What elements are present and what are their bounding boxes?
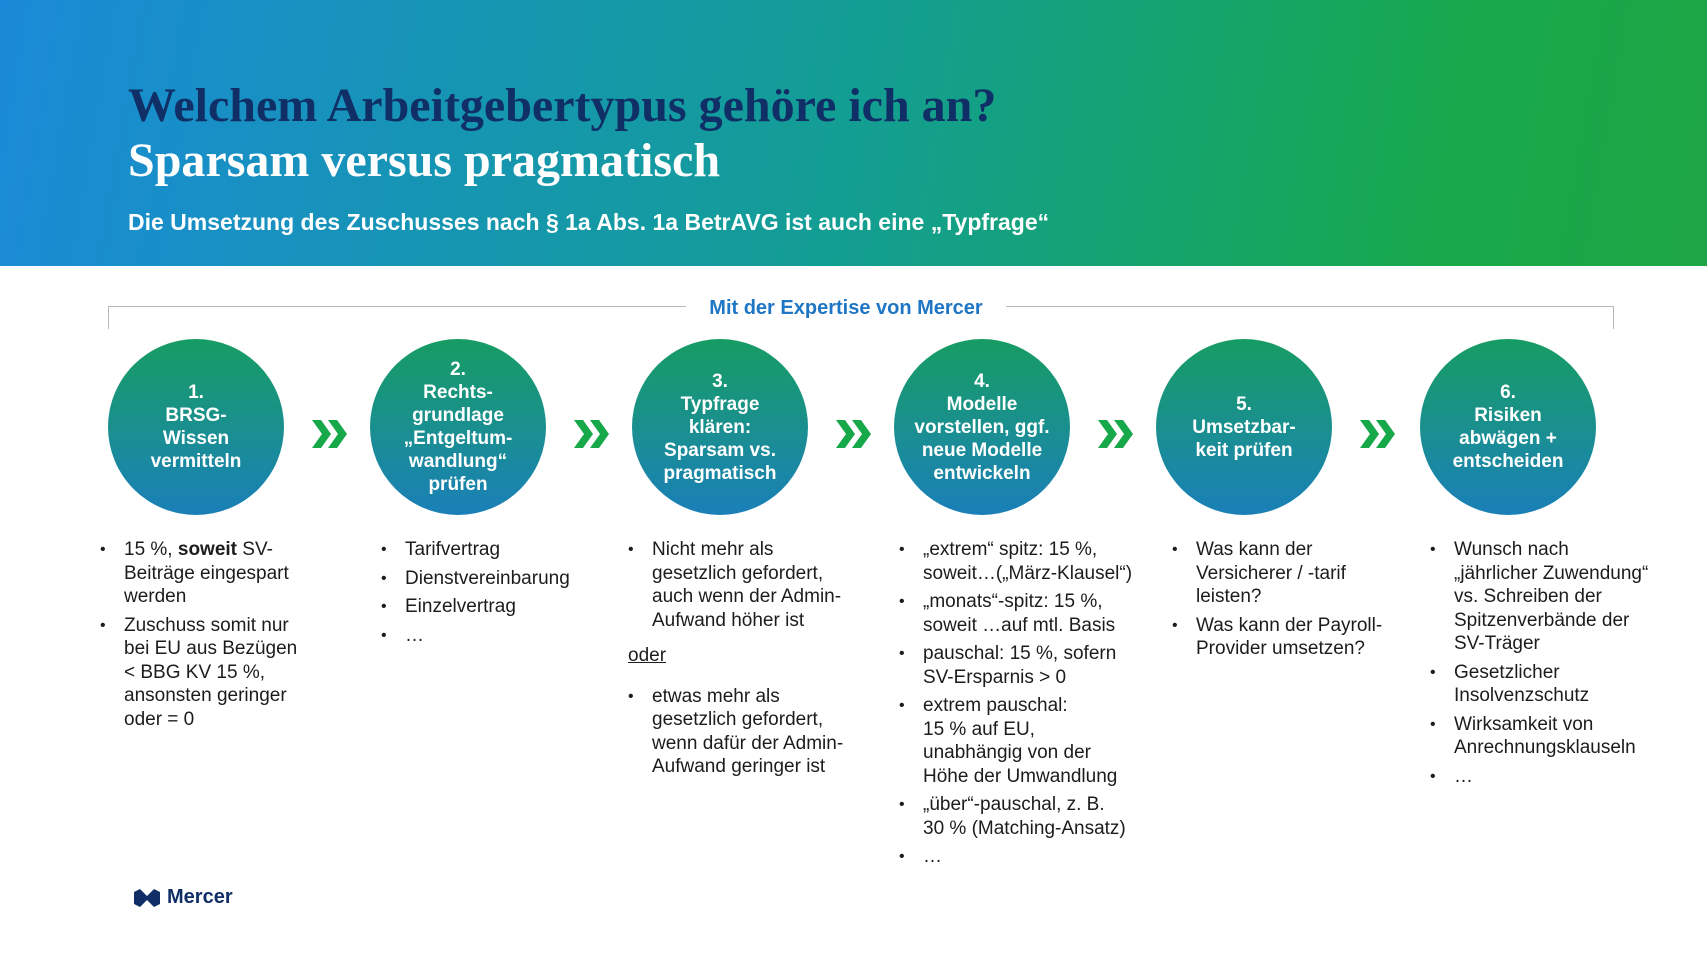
step-4-details (899, 538, 1149, 874)
list-item: • … (381, 624, 611, 648)
logo-text: Mercer (167, 886, 233, 908)
double-chevron-icon (1096, 418, 1136, 450)
step-label-1: 1. BRSG- Wissen vermitteln (150, 382, 242, 472)
list-item: • … (1430, 765, 1692, 789)
step-label-6: 6. Risiken abwägen + entscheiden (1452, 382, 1564, 472)
step-label-2: 2. Rechts- grundlage „Entgeltum- wandlung“ prüfen (403, 359, 513, 495)
list-item: • 15 %, soweit SV- Beiträge eingespart werden (100, 538, 330, 609)
double-chevron-icon (1358, 418, 1398, 450)
list-item: • „monats“-spitz: 15 %, soweit …auf mtl. Basis (899, 590, 1149, 637)
step-label-3: 3. Typfrage klären: Sparsam vs. pragmatisch (663, 370, 777, 484)
step-circle-6 (1420, 339, 1596, 515)
list-item: • Dienstvereinbarung (381, 567, 611, 591)
step-circle-1 (108, 339, 284, 515)
oder-divider: oder (628, 645, 667, 666)
double-chevron-icon (834, 418, 874, 450)
step-circle-5 (1156, 339, 1332, 515)
list-item: • Wunsch nach „jährlicher Zuwendung“ vs. Schreiben der Spitzenverbände der SV-Träger (1430, 538, 1692, 656)
expertise-label: Mit der Expertise von Mercer (686, 293, 1006, 323)
list-item: • Zuschuss somit nur bei EU aus Bezügen < BBG KV 15 %, ansonsten geringer oder = 0 (100, 614, 330, 732)
list-item: • Tarifvertrag (381, 538, 611, 562)
step-1-details (100, 538, 330, 736)
step-label-4: 4. Modelle vorstellen, ggf. neue Modelle entwickeln (914, 370, 1050, 484)
list-item: • … (899, 845, 1149, 869)
page-title: Welchem Arbeitgebertypus gehöre ich an? (128, 79, 997, 132)
header-banner (0, 0, 1707, 266)
list-item: • Einzelvertrag (381, 595, 611, 619)
list-item: • „extrem“ spitz: 15 %, soweit…(„März-Klausel“) (899, 538, 1149, 585)
list-item: • extrem pauschal: 15 % auf EU, unabhängig von der Höhe der Umwandlung (899, 694, 1149, 788)
double-chevron-icon (310, 418, 350, 450)
double-chevron-icon (572, 418, 612, 450)
list-item: • Was kann der Payroll- Provider umsetzen? (1172, 614, 1407, 661)
list-item: • Nicht mehr als gesetzlich gefordert, auch wenn der Admin- Aufwand höher ist (628, 538, 873, 632)
list-item: • Was kann der Versicherer / -tarif leisten? (1172, 538, 1407, 609)
step-3-details (628, 538, 873, 784)
list-item: • „über“-pauschal, z. B. 30 % (Matching-Ansatz) (899, 793, 1149, 840)
step-2-details (381, 538, 611, 652)
list-item: • etwas mehr als gesetzlich gefordert, wenn dafür der Admin- Aufwand geringer ist (628, 685, 873, 779)
page-subtitle: Die Umsetzung des Zuschusses nach § 1a Abs. 1a BetrAVG ist auch eine „Typfrage“ (128, 209, 1050, 235)
step-circle-2 (370, 339, 546, 515)
mercer-logo (133, 886, 233, 909)
step-5-details (1172, 538, 1407, 666)
step-circle-4 (894, 339, 1070, 515)
step-label-5: 5. Umsetzbar- keit prüfen (1192, 393, 1296, 461)
page-title-second-line: Sparsam versus pragmatisch (128, 134, 721, 187)
list-item: • Wirksamkeit von Anrechnungsklauseln (1430, 713, 1692, 760)
step-circle-3 (632, 339, 808, 515)
mercer-logo-icon (133, 888, 161, 908)
list-item: • pauschal: 15 %, sofern SV-Ersparnis > 0 (899, 642, 1149, 689)
step-6-details (1430, 538, 1692, 793)
list-item: • Gesetzlicher Insolvenzschutz (1430, 661, 1692, 708)
